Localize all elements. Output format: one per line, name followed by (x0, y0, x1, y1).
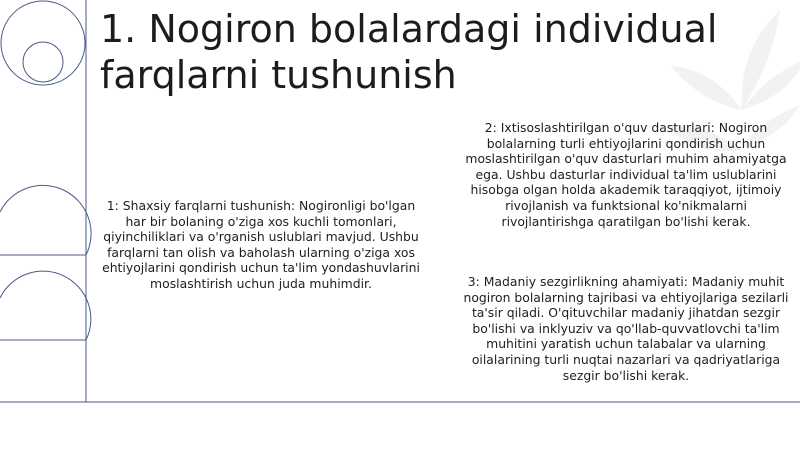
decor-circle-large (1, 1, 85, 85)
decor-circle-small (23, 42, 63, 82)
slide-title: 1. Nogiron bolalardagi individual farqlarni tushunish (100, 7, 718, 97)
point-2-text: 2: Ixtisoslashtirilgan o'quv dasturlari: Nogiron bolalarning turli ehtiyojlarini qondirish uchun moslashtirilgan o'quv dasturlari muhim ahamiyatga ega. Ushbu dasturlar individual ta'lim uslublarini hisobga olgan holda akademik taraqqiyot, ijtimoiy rivojlanish va funktsional ko'nikmalarni rivojlantirishga qaratilgan bo'lishi kerak. (465, 120, 787, 229)
point-1-text: 1: Shaxsiy farqlarni tushunish: Nogironligi bo'lgan har bir bolaning o'ziga xos kuchli tomonlari, qiyinchiliklari va o'rganish uslublari mavjud. Ushbu farqlarni tan olish va baholash ularning o'ziga xos ehtiyojlarini qondirish uchun ta'lim yondashuvlarini moslashtirish uchun juda muhimdir. (102, 198, 420, 291)
point-3-text: 3: Madaniy sezgirlikning ahamiyati: Madaniy muhit nogiron bolalarning tajribasi va ehtiyojlariga sezilarli ta'sir qiladi. O'qituvchilar madaniy jihatdan sezgir bo'lishi va inklyuziv va qo'llab-quvvatlovchi ta'lim muhitini yaratish uchun talabalar va ularning oilalarining turli nuqtai nazarlari va qadriyatlariga sezgir bo'lishi kerak. (463, 274, 789, 383)
decor-arc (0, 185, 91, 255)
